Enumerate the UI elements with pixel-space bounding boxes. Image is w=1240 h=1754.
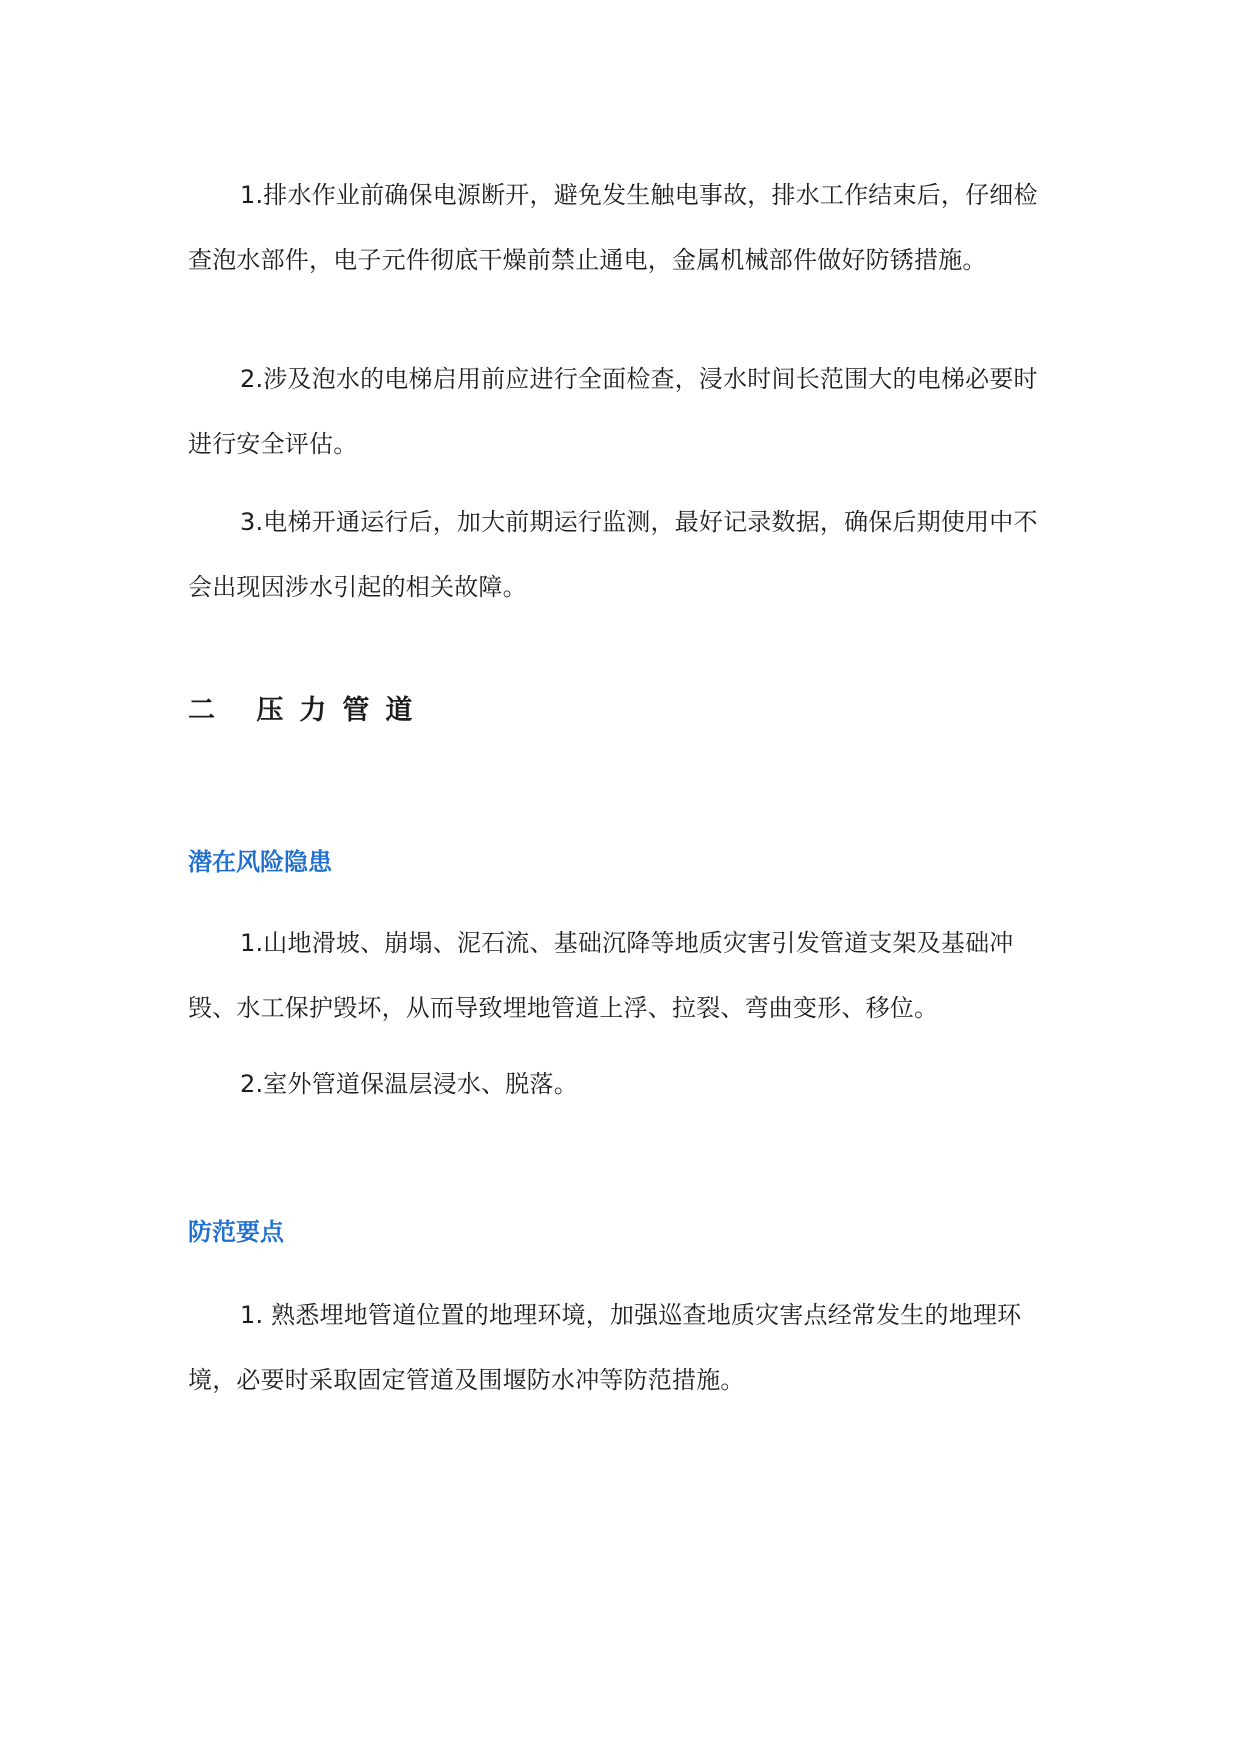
risk-item-2: 2.室外管道保温层浸水、脱落。 xyxy=(240,1070,578,1098)
elevator-measure-2: 2.涉及泡水的电梯启用前应进行全面检查，浸水时间长范围大的电梯必要时进行安全评估。 xyxy=(188,365,1038,458)
risk-item-1: 1.山地滑坡、崩塌、泥石流、基础沉降等地质灾害引发管道支架及基础冲毁、水工保护毁坏，从而导致埋地管道上浮、拉裂、弯曲变形、移位。 xyxy=(188,929,1014,1022)
elevator-measure-3: 3.电梯开通运行后，加大前期运行监测，最好记录数据，确保后期使用中不会出现因涉水引起的相关故障。 xyxy=(188,508,1038,601)
prevention-heading: 防范要点 xyxy=(188,1218,284,1246)
prevention-item-1: 1. 熟悉埋地管道位置的地理环境，加强巡查地质灾害点经常发生的地理环境，必要时采取固定管道及围堰防水冲等防范措施。 xyxy=(188,1301,1022,1394)
section-title-pressure-pipeline: 二 压力管道 xyxy=(188,695,429,726)
elevator-measure-1: 1.排水作业前确保电源断开，避免发生触电事故，排水工作结束后，仔细检查泡水部件，电子元件彻底干燥前禁止通电，金属机械部件做好防锈措施。 xyxy=(188,181,1038,274)
risk-heading: 潜在风险隐患 xyxy=(188,848,332,876)
